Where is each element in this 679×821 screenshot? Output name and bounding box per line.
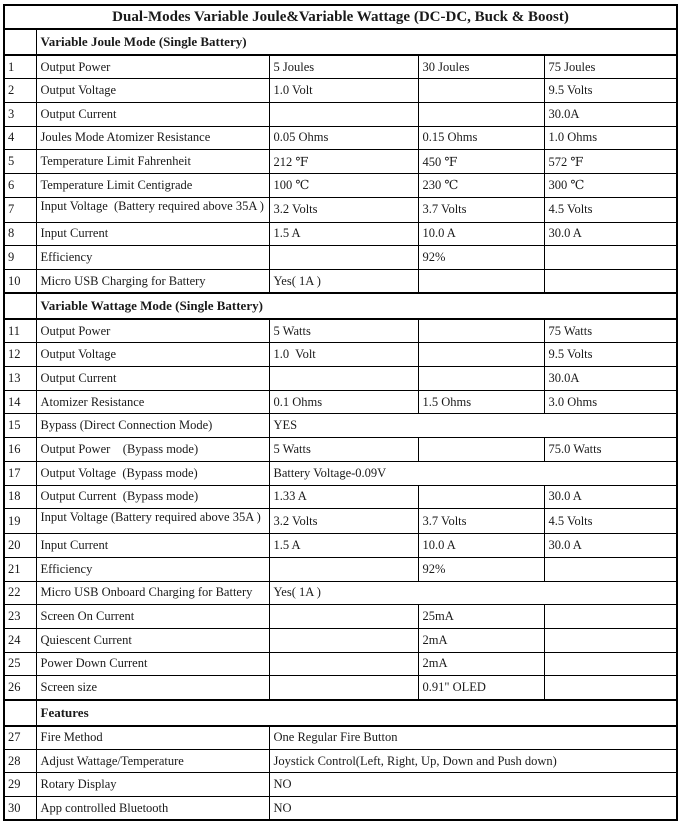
row-value-1 [269,652,418,676]
row-value-2: 450 ℉ [418,150,544,174]
row-value-3 [544,557,677,581]
row-number: 22 [4,581,36,605]
row-label: Output Current [36,102,269,126]
row-label [36,197,269,222]
row-number: 7 [4,197,36,222]
row-label: Output Current (Bypass mode) [36,485,269,509]
row-label: Joules Mode Atomizer Resistance [36,126,269,150]
row-label: Output Voltage (Bypass mode) [36,461,269,485]
section-header-row [4,293,677,319]
section-number-cell [4,700,36,726]
row-label: Output Voltage [36,79,269,103]
row-value-1: 5 Watts [269,438,418,462]
row-value-3: 30.0 A [544,485,677,509]
table-row [4,797,677,821]
row-label: Quiescent Current [36,628,269,652]
row-value-1: 100 ℃ [269,173,418,197]
row-label: Adjust Wattage/Temperature [36,749,269,773]
table-row [4,461,677,485]
table-row [4,246,677,270]
table-row [4,509,677,534]
row-value-3 [544,270,677,294]
row-value-1: 1.5 A [269,222,418,246]
table-row [4,676,677,700]
row-number: 25 [4,652,36,676]
row-number: 15 [4,414,36,438]
row-value-3: 30.0A [544,367,677,391]
row-label: Temperature Limit Fahrenheit [36,150,269,174]
row-label: Bypass (Direct Connection Mode) [36,414,269,438]
row-value-2 [418,102,544,126]
row-value-2: 2mA [418,652,544,676]
page-title: Dual-Modes Variable Joule&Variable Wattage (DC-DC, Buck & Boost) [4,5,677,29]
table-row [4,581,677,605]
row-number: 18 [4,485,36,509]
table-row [4,773,677,797]
row-number: 4 [4,126,36,150]
table-row [4,102,677,126]
row-value-2: 25mA [418,605,544,629]
row-value-2: 2mA [418,628,544,652]
row-value-3 [544,652,677,676]
row-value-1: 212 ℉ [269,150,418,174]
row-number: 19 [4,509,36,534]
row-label: Power Down Current [36,652,269,676]
row-number: 9 [4,246,36,270]
row-value-1: 0.1 Ohms [269,390,418,414]
row-value-3: 9.5 Volts [544,343,677,367]
section-number-cell [4,29,36,55]
row-number: 5 [4,150,36,174]
row-label: Temperature Limit Centigrade [36,173,269,197]
table-row [4,319,677,343]
row-value-2 [418,438,544,462]
row-number: 14 [4,390,36,414]
row-value-1: 1.33 A [269,485,418,509]
row-value-2 [418,319,544,343]
row-label: Screen On Current [36,605,269,629]
row-value-2: 0.15 Ohms [418,126,544,150]
row-value-1: 1.5 A [269,534,418,558]
table-row [4,414,677,438]
section-number-cell [4,293,36,319]
row-value-3: 75.0 Watts [544,438,677,462]
row-value-3: 75 Watts [544,319,677,343]
row-value-2 [418,367,544,391]
row-number: 11 [4,319,36,343]
row-number: 2 [4,79,36,103]
row-value-1: 3.2 Volts [269,509,418,534]
row-value-3: 30.0 A [544,534,677,558]
row-value-2: 3.7 Volts [418,509,544,534]
row-label: Input Current [36,222,269,246]
row-number: 12 [4,343,36,367]
section-header-row [4,700,677,726]
row-value-3: 75 Joules [544,55,677,79]
row-label: Fire Method [36,726,269,750]
row-number: 10 [4,270,36,294]
row-value-span: NO [269,797,677,821]
section-header-row [4,29,677,55]
row-value-1: 0.05 Ohms [269,126,418,150]
row-value-2: 10.0 A [418,534,544,558]
row-number: 26 [4,676,36,700]
row-number: 21 [4,557,36,581]
table-row [4,485,677,509]
table-row [4,534,677,558]
row-label: Efficiency [36,246,269,270]
row-value-2 [418,79,544,103]
row-number: 27 [4,726,36,750]
row-number: 23 [4,605,36,629]
row-label: Screen size [36,676,269,700]
row-value-2: 1.5 Ohms [418,390,544,414]
row-value-span: YES [269,414,677,438]
row-label: Micro USB Onboard Charging for Battery [36,581,269,605]
row-value-1: 1.0 Volt [269,343,418,367]
row-value-3: 300 ℃ [544,173,677,197]
table-row [4,55,677,79]
table-row [4,222,677,246]
row-number: 30 [4,797,36,821]
row-value-3: 4.5 Volts [544,509,677,534]
row-value-1 [269,102,418,126]
row-number: 6 [4,173,36,197]
row-number: 1 [4,55,36,79]
row-value-3: 3.0 Ohms [544,390,677,414]
row-value-3: 4.5 Volts [544,197,677,222]
row-number: 20 [4,534,36,558]
table-row [4,628,677,652]
row-value-3: 572 ℉ [544,150,677,174]
row-value-2 [418,485,544,509]
table-row [4,749,677,773]
row-value-2: 0.91" OLED [418,676,544,700]
row-label: Output Power (Bypass mode) [36,438,269,462]
row-value-2: 10.0 A [418,222,544,246]
row-label: App controlled Bluetooth [36,797,269,821]
row-value-1: Yes( 1A ) [269,270,418,294]
row-value-1 [269,557,418,581]
row-value-3 [544,628,677,652]
table-row [4,126,677,150]
row-value-1 [269,676,418,700]
row-value-1: 5 Joules [269,55,418,79]
row-number: 3 [4,102,36,126]
row-label: Output Current [36,367,269,391]
row-label: Efficiency [36,557,269,581]
row-value-2 [418,343,544,367]
row-value-span: Yes( 1A ) [269,581,677,605]
row-label: Input Current [36,534,269,558]
section-heading: Variable Wattage Mode (Single Battery) [36,293,677,319]
row-value-2: 92% [418,246,544,270]
row-value-span: Joystick Control(Left, Right, Up, Down and Push down) [269,749,677,773]
row-value-1: 5 Watts [269,319,418,343]
row-value-1 [269,367,418,391]
row-number: 29 [4,773,36,797]
row-value-1: 1.0 Volt [269,79,418,103]
row-number: 17 [4,461,36,485]
table-row [4,652,677,676]
row-value-2 [418,270,544,294]
row-label-text: Input Voltage (Battery required above 35A ) [40,511,261,525]
row-label: Output Power [36,55,269,79]
section-heading: Variable Joule Mode (Single Battery) [36,29,677,55]
row-label: Rotary Display [36,773,269,797]
row-number: 16 [4,438,36,462]
table-row [4,197,677,222]
row-label: Output Voltage [36,343,269,367]
row-value-3: 30.0 A [544,222,677,246]
table-row [4,726,677,750]
row-label: Micro USB Charging for Battery [36,270,269,294]
row-number: 28 [4,749,36,773]
row-value-3: 30.0A [544,102,677,126]
row-value-span: One Regular Fire Button [269,726,677,750]
table-row [4,79,677,103]
row-value-2: 92% [418,557,544,581]
row-value-3 [544,246,677,270]
row-value-1 [269,246,418,270]
section-heading: Features [36,700,677,726]
row-number: 8 [4,222,36,246]
table-row [4,150,677,174]
table-row [4,438,677,462]
row-label: Output Power [36,319,269,343]
row-value-1 [269,628,418,652]
row-value-span: Battery Voltage-0.09V [269,461,677,485]
row-value-span: NO [269,773,677,797]
table-row [4,270,677,294]
table-row [4,390,677,414]
table-row [4,343,677,367]
row-value-3 [544,676,677,700]
row-value-3: 1.0 Ohms [544,126,677,150]
row-value-1 [269,605,418,629]
spec-table [3,4,678,821]
table-row [4,367,677,391]
row-value-3 [544,605,677,629]
title-row [4,5,677,29]
table-row [4,605,677,629]
table-row [4,557,677,581]
row-value-2: 30 Joules [418,55,544,79]
row-value-3: 9.5 Volts [544,79,677,103]
row-label [36,509,269,534]
table-row [4,173,677,197]
row-number: 13 [4,367,36,391]
row-label: Atomizer Resistance [36,390,269,414]
row-number: 24 [4,628,36,652]
row-value-2: 230 ℃ [418,173,544,197]
row-value-2: 3.7 Volts [418,197,544,222]
row-value-1: 3.2 Volts [269,197,418,222]
row-label-text: Input Voltage (Battery required above 35A ) [40,199,264,213]
